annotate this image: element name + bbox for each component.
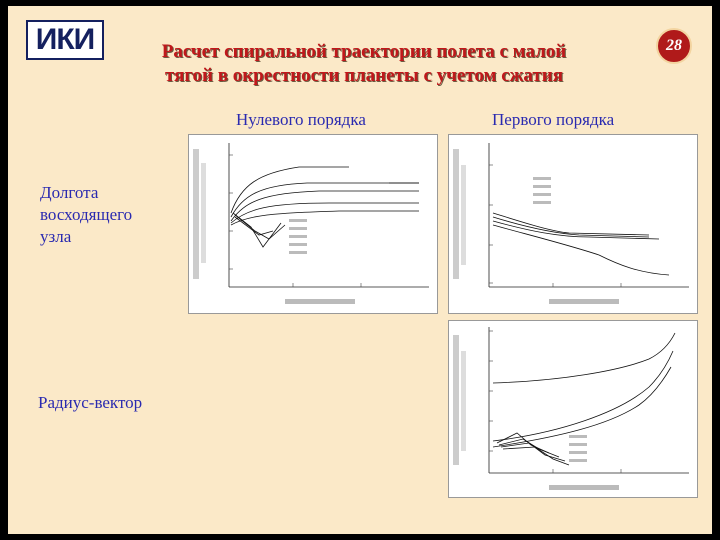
iki-logo — [26, 20, 104, 60]
zero-order-curves — [231, 167, 419, 247]
slide-title — [104, 40, 624, 88]
row-label-node-longitude — [40, 182, 132, 248]
page-number: 28 — [666, 37, 682, 54]
chart-first-order-node-longitude — [448, 134, 698, 314]
row-label-node-line-1: Долгота — [40, 183, 99, 202]
chart-zero-order-node-longitude — [188, 134, 438, 314]
title-line-2: тягой в окрестности планеты с учетом сжатия — [164, 65, 563, 86]
row-label-node-line-2: восходящего — [40, 205, 133, 224]
chart-first-order-radius-vector — [448, 320, 698, 498]
logo-text: ИКИ — [35, 23, 95, 56]
row-label-radius-vector: Радиус-вектор — [38, 393, 143, 412]
row-label-node-line-3: узла — [40, 227, 72, 246]
slide — [8, 6, 712, 534]
title-line-1: Расчет спиральной траектории полета с малой — [161, 41, 567, 62]
y-axis-label — [453, 149, 466, 279]
column-first-order-heading: Первого порядка — [492, 110, 615, 129]
column-zero-order-heading: Нулевого порядка — [236, 110, 366, 129]
y-axis-label — [193, 149, 206, 279]
y-axis-label — [453, 335, 466, 465]
first-order-curves — [493, 213, 669, 275]
page-number-badge — [656, 28, 692, 64]
